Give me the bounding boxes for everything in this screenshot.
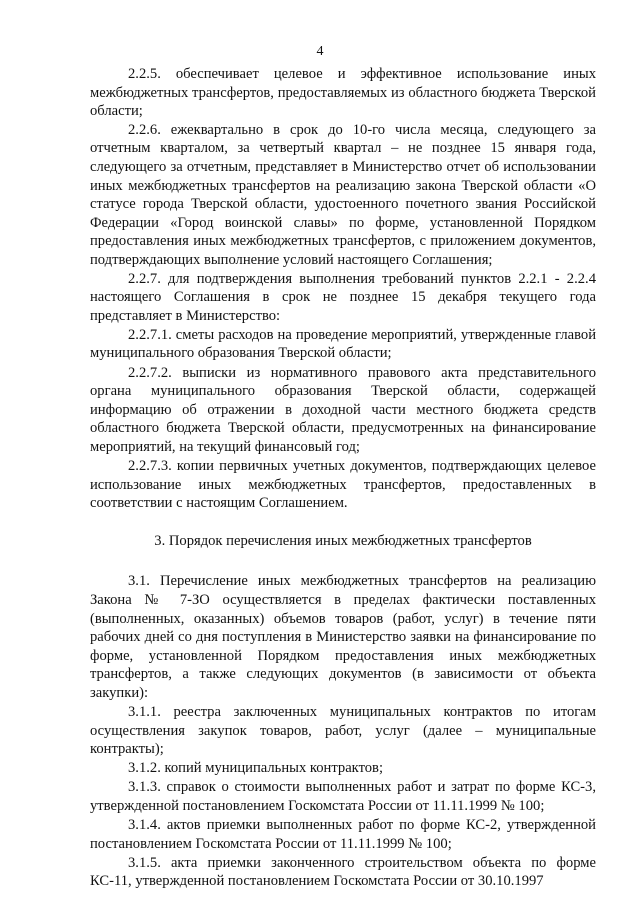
clause-3-1-3: 3.1.3. справок о стоимости выполненных работ и затрат по форме КС-3, утвержденной постановлением Госкомстата России от 11.11.1999 № 100; (90, 779, 596, 814)
clause-3-1: 3.1. Перечисление иных межбюджетных трансфертов на реализацию Закона № 7-ЗО осуществляется в пределах фактически поставленных (выполненных, оказанных) объемов товаров (работ, услуг) в течение пяти рабочих дней со дня поступления в Министерство заявки на финансирование по форме, установленной Порядком предоставления иных межбюджетных трансфертов, а также следующих документов (в зависимости от объекта закупки): (90, 573, 596, 701)
clause-2-2-5: 2.2.5. обеспечивает целевое и эффективное использование иных межбюджетных трансфертов, предоставляемых из областного бюджета Тверской области; (90, 66, 596, 120)
clause-2-2-7-3: 2.2.7.3. копии первичных учетных документов, подтверждающих целевое использование иных межбюджетных трансфертов, предоставленных в соответствии с настоящим Соглашением. (90, 457, 596, 512)
clause-3-1-2: 3.1.2. копий муниципальных контрактов; (128, 760, 384, 777)
clause-2-2-6: 2.2.6. ежеквартально в срок до 10-го числа месяца, следующего за отчетным кварталом, за четвертый квартал – не позднее 15 января года, следующего за отчетным, представляет в Министерство отчет об использовании иных межбюджетных трансфертов на реализацию закона Тверской области «О статусе города Тверской области, удостоенного почетного звания Российской Федерации «Город воинской славы» по форме, установленной Порядком предоставления иных межбюджетных трансфертов, с приложением документов, подтверждающих выполнение условий настоящего Соглашения; (90, 121, 596, 268)
clause-3-1-4: 3.1.4. актов приемки выполненных работ по форме КС-2, утвержденной постановлением Госкомстата России от 11.11.1999 № 100; (90, 817, 596, 852)
clause-2-2-7-2: 2.2.7.2. выписки из нормативного правового акта представительного органа муниципального образования Тверской области, содержащей информацию об отражении в доходной части местного бюджета средств областного бюджета Тверской области, предусмотренных на финансирование мероприятий, на текущий финансовый год; (90, 364, 596, 455)
clause-2-2-7-1: 2.2.7.1. сметы расходов на проведение мероприятий, утвержденные главой муниципального образования Тверской области; (90, 326, 596, 362)
document-body (90, 65, 596, 891)
page-number: 4 (316, 44, 324, 59)
clause-2-2-7: 2.2.7. для подтверждения выполнения требований пунктов 2.2.1 - 2.2.4 настоящего Соглашения в срок не позднее 15 декабря текущего года представляет в Министерство: (90, 270, 596, 324)
clause-3-1-5: 3.1.5. акта приемки законченного строительством объекта по форме КС-11, утвержденной постановлением Госкомстата России от 30.10.1997 (90, 854, 596, 890)
section-title: 3. Порядок перечисления иных межбюджетных трансфертов (154, 532, 532, 549)
clause-3-1-1: 3.1.1. реестра заключенных муниципальных контрактов по итогам осуществления закупок товаров, работ, услуг (далее – муниципальные контракты); (90, 704, 596, 758)
